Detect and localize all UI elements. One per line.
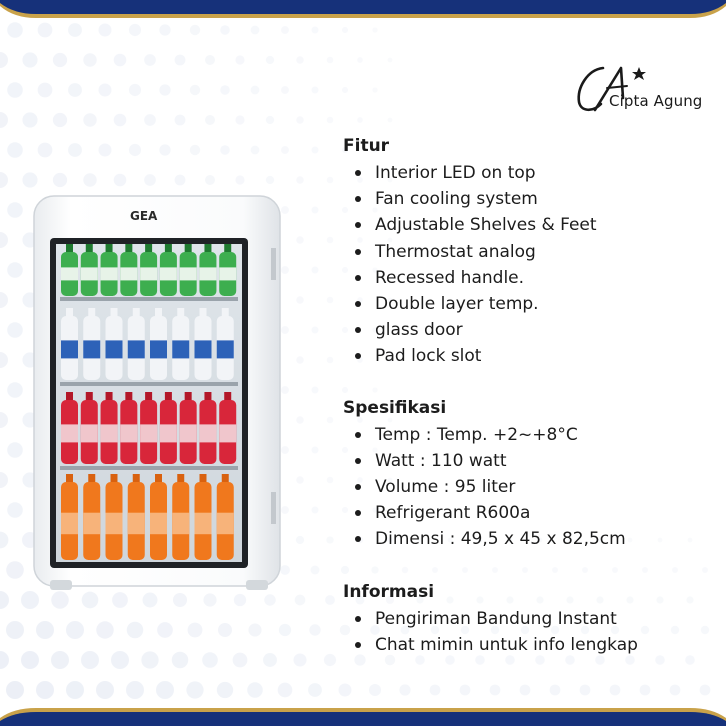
bullet-icon xyxy=(355,458,361,464)
specs-panel xyxy=(343,134,713,658)
list-item xyxy=(343,474,713,500)
list-item xyxy=(343,500,713,526)
bullet-icon xyxy=(355,616,361,622)
list-item-text: Volume : 95 liter xyxy=(375,477,516,498)
brand-name: Cipta Agung xyxy=(609,92,703,110)
list-item-text: Temp : Temp. +2~+8°C xyxy=(375,424,578,445)
list-item xyxy=(343,212,713,238)
list-item-text: Interior LED on top xyxy=(375,163,536,183)
list-item-text: Watt : 110 watt xyxy=(375,450,507,471)
list-item-text: Dimensi : 49,5 x 45 x 82,5cm xyxy=(375,529,626,550)
list-item-text: Fan cooling system xyxy=(375,189,538,210)
list-item xyxy=(343,160,713,186)
section-title-spesifikasi: Spesifikasi xyxy=(343,397,447,418)
list-item-text: glass door xyxy=(375,320,463,341)
list-item xyxy=(343,265,713,291)
bullet-icon xyxy=(355,170,361,176)
list-item xyxy=(343,448,713,474)
list-item-text: Chat mimin untuk info lengkap xyxy=(375,634,638,655)
bullet-icon xyxy=(355,536,361,542)
bullet-icon xyxy=(355,275,361,281)
list-item xyxy=(343,343,713,369)
bullet-icon xyxy=(355,432,361,438)
section-title-fitur: Fitur xyxy=(343,136,390,156)
bullet-icon xyxy=(355,196,361,202)
bullet-icon xyxy=(355,249,361,255)
bullet-icon xyxy=(355,301,361,307)
bullet-icon xyxy=(355,327,361,333)
list-item xyxy=(343,239,713,265)
list-item xyxy=(343,317,713,343)
top-frame-banner xyxy=(0,0,726,22)
spesifikasi-list xyxy=(343,422,713,553)
bullet-icon xyxy=(355,222,361,228)
list-item-text: Pad lock slot xyxy=(375,346,482,367)
list-item-text: Double layer temp. xyxy=(375,294,539,315)
bottom-frame-banner xyxy=(0,704,726,726)
section-title-informasi: Informasi xyxy=(343,581,435,602)
list-item xyxy=(343,526,713,552)
list-item-text: Adjustable Shelves & Feet xyxy=(375,215,597,236)
brand-logo xyxy=(573,62,703,122)
display-fridge-image xyxy=(30,192,288,600)
bullet-icon xyxy=(355,510,361,516)
bullet-icon xyxy=(355,484,361,490)
list-item-text: Pengiriman Bandung Instant xyxy=(375,608,617,629)
list-item xyxy=(343,606,713,632)
list-item xyxy=(343,291,713,317)
fridge-logo: GEA xyxy=(130,209,158,223)
list-item xyxy=(343,422,713,448)
list-item-text: Thermostat analog xyxy=(375,241,536,262)
list-item-text: Recessed handle. xyxy=(375,267,525,288)
list-item xyxy=(343,186,713,212)
informasi-list xyxy=(343,606,713,658)
list-item-text: Refrigerant R600a xyxy=(375,503,531,524)
bullet-icon xyxy=(355,353,361,359)
bullet-icon xyxy=(355,642,361,648)
list-item xyxy=(343,632,713,658)
fitur-list xyxy=(343,160,713,370)
